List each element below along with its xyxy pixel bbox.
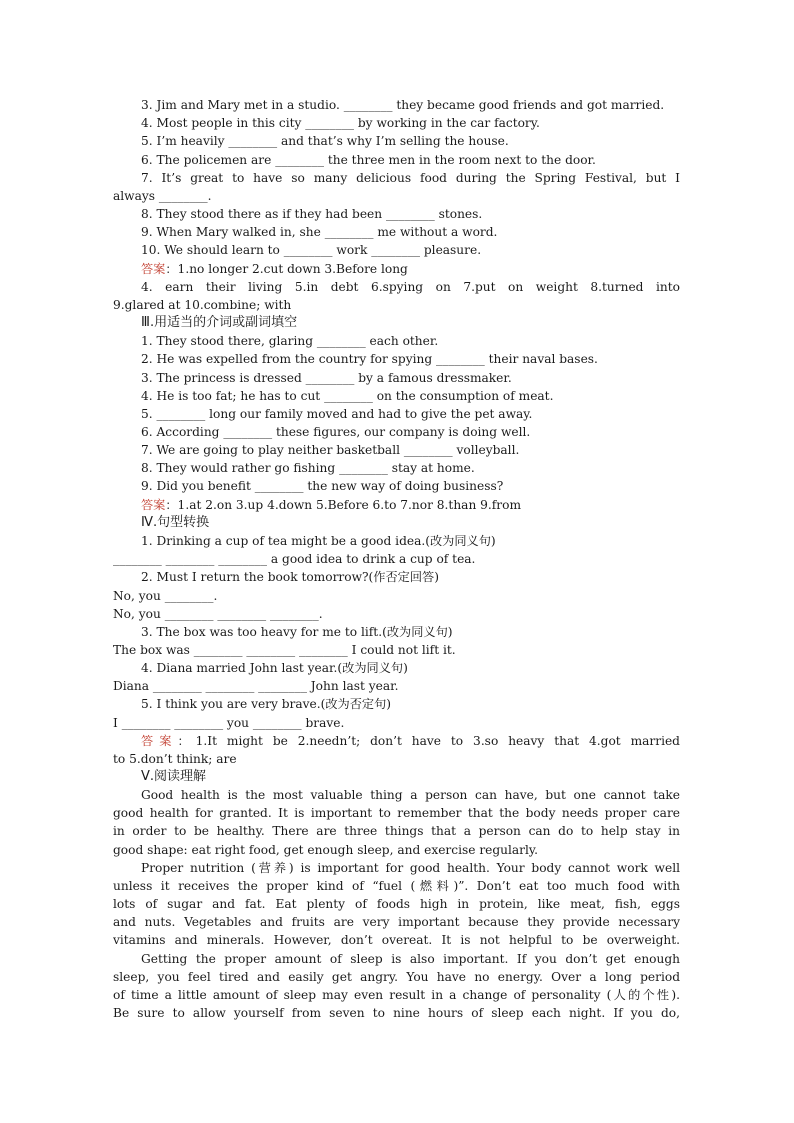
ex4-answer-line2: to 5.don’t think; are — [113, 752, 237, 766]
paragraph-2-line: lots of sugar and fat. Eat plenty of foods high in protein, like meat, fish, eggs — [113, 897, 680, 911]
ex4-question-1-blank: ________ ________ ________ a good idea to drink a cup of tea. — [113, 552, 476, 566]
ex2-question-10: 10. We should learn to ________ work ________ pleasure. — [141, 243, 482, 257]
paragraph-1-line: good shape: eat right food, get enough sleep, and exercise regularly. — [113, 843, 539, 857]
ex2-question-5: 5. I’m heavily ________ and that’s why I’m selling the house. — [141, 134, 509, 148]
paragraph-3-line: Getting the proper amount of sleep is also important. If you don’t get enough — [141, 952, 680, 966]
paragraph-2-line: Proper nutrition (营养) is important for good health. Your body cannot work well — [141, 861, 680, 875]
ex4-question-4: 4. Diana married John last year.(改为同义句) — [141, 661, 408, 675]
paragraph-1-line: Good health is the most valuable thing a person can have, but one cannot take — [141, 788, 680, 802]
paragraph-3-line: of time a little amount of sleep may even result in a change of personality (人的个性). — [113, 988, 680, 1002]
paragraph-1-line: good health for granted. It is important to remember that the body needs proper care — [113, 806, 680, 820]
answer-label: 答案 — [141, 262, 166, 276]
ex3-question-6: 6. According ________ these figures, our company is doing well. — [141, 425, 531, 439]
paragraph-1-line: in order to be healthy. There are three things that a person can do to help stay in — [113, 824, 680, 838]
ex2-answer-line1 — [113, 260, 680, 278]
ex2-answer-text: ：1.no longer 2.cut down 3.Before long — [165, 262, 408, 276]
ex2-answer-line3: 9.glared at 10.combine; with — [113, 298, 292, 312]
paragraph-3-line: sleep, you feel tired and easily get angry. You have no energy. Over a long period — [113, 970, 680, 984]
ex3-answer-text: ：1.at 2.on 3.up 4.down 5.Before 6.to 7.nor 8.than 9.from — [165, 498, 522, 512]
ex4-question-5-blank: I ________ ________ you ________ brave. — [113, 716, 345, 730]
ex4-question-2: 2. Must I return the book tomorrow?(作否定回答) — [141, 570, 439, 584]
ex2-question-3: 3. Jim and Mary met in a studio. ________ they became good friends and got married. — [141, 98, 665, 112]
ex4-question-2-blank-b: No, you ________ ________ ________. — [113, 607, 323, 621]
answer-label: 答案 — [141, 734, 178, 748]
ex2-question-7-line2: always ________. — [113, 189, 212, 203]
paragraph-2-line: vitamins and minerals. However, don’t overeat. It is not helpful to be overweight. — [113, 933, 680, 947]
ex4-question-2-blank-a: No, you ________. — [113, 589, 218, 603]
ex4-question-1: 1. Drinking a cup of tea might be a good idea.(改为同义句) — [141, 534, 496, 548]
paragraph-2-line: unless it receives the proper kind of “fuel (燃料)”. Don’t eat too much food with — [113, 879, 680, 893]
ex4-question-3: 3. The box was too heavy for me to lift.(改为同义句) — [141, 625, 453, 639]
ex2-question-6: 6. The policemen are ________ the three men in the room next to the door. — [141, 153, 596, 167]
ex4-question-4-blank: Diana ________ ________ ________ John last year. — [113, 679, 399, 693]
ex3-question-2: 2. He was expelled from the country for spying ________ their naval bases. — [141, 352, 598, 366]
ex3-question-8: 8. They would rather go fishing ________ stay at home. — [141, 461, 475, 475]
ex3-question-3: 3. The princess is dressed ________ by a famous dressmaker. — [141, 371, 512, 385]
ex2-question-8: 8. They stood there as if they had been ________ stones. — [141, 207, 483, 221]
ex2-answer-line2: 4. earn their living 5.in debt 6.spying on 7.put on weight 8.turned into — [141, 280, 680, 294]
ex2-question-4: 4. Most people in this city ________ by working in the car factory. — [141, 116, 540, 130]
paragraph-2-line: and nuts. Vegetables and fruits are very important because they provide necessary — [113, 915, 680, 929]
ex3-answer — [113, 496, 680, 514]
paragraph-3-line: Be sure to allow yourself from seven to nine hours of sleep each night. If you do, — [113, 1006, 680, 1020]
ex3-question-1: 1. They stood there, glaring ________ each other. — [141, 334, 439, 348]
ex3-question-9: 9. Did you benefit ________ the new way of doing business? — [141, 479, 504, 493]
ex5-heading: Ⅴ.阅读理解 — [141, 769, 207, 784]
ex3-question-4: 4. He is too fat; he has to cut ________ on the consumption of meat. — [141, 389, 554, 403]
ex4-answer-line1 — [113, 732, 680, 750]
ex3-heading: Ⅲ.用适当的介词或副词填空 — [141, 315, 298, 330]
ex2-question-7-line1: 7. It’s great to have so many delicious food during the Spring Festival, but I — [141, 171, 680, 185]
ex4-question-3-blank: The box was ________ ________ ________ I could not lift it. — [113, 643, 456, 657]
ex4-answer-text: ：1.It might be 2.needn’t; don’t have to 3.so heavy that 4.got married — [177, 734, 680, 748]
ex2-question-9: 9. When Mary walked in, she ________ me without a word. — [141, 225, 498, 239]
ex4-heading: Ⅳ.句型转换 — [141, 515, 210, 530]
ex3-question-7: 7. We are going to play neither basketball ________ volleyball. — [141, 443, 520, 457]
ex4-question-5: 5. I think you are very brave.(改为否定句) — [141, 697, 392, 711]
answer-label: 答案 — [141, 498, 166, 512]
ex3-question-5: 5. ________ long our family moved and had to give the pet away. — [141, 407, 533, 421]
